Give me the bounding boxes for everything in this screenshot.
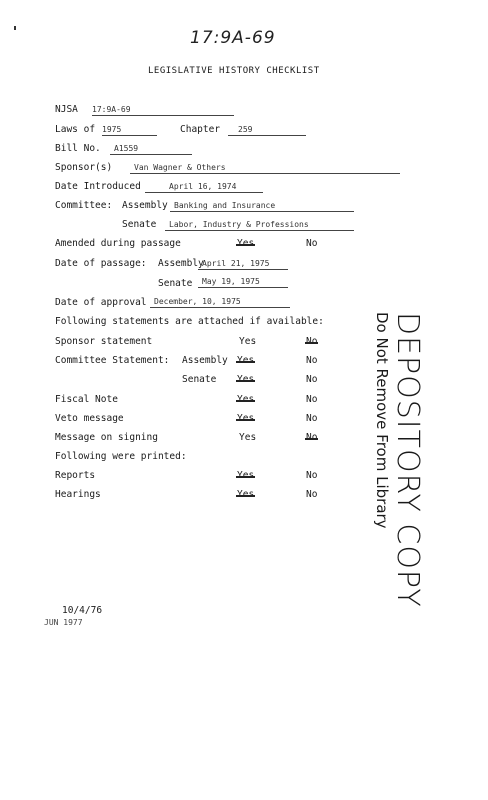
hearings-label: Hearings bbox=[55, 489, 101, 500]
reports-no: No bbox=[306, 470, 318, 481]
passage-senate-line bbox=[198, 276, 288, 288]
message-signing-label: Message on signing bbox=[55, 432, 158, 443]
committee-senate-line bbox=[165, 219, 354, 231]
date-approval-label: Date of approval bbox=[55, 297, 147, 308]
passage-senate-value: May 19, 1975 bbox=[202, 277, 260, 286]
printed-intro: Following were printed: bbox=[55, 451, 187, 462]
committee-statement-senate-no: No bbox=[306, 374, 318, 385]
laws-label: Laws of bbox=[55, 124, 96, 135]
reports-label: Reports bbox=[55, 470, 96, 481]
chapter-label: Chapter bbox=[180, 124, 221, 135]
bill-line bbox=[110, 143, 192, 155]
veto-message-yes: Yes bbox=[237, 413, 255, 424]
committee-statement-senate-label: Senate bbox=[182, 374, 217, 385]
committee-statement-senate-yes: Yes bbox=[237, 374, 255, 385]
stamp-do-not-remove: Do Not Remove From Library bbox=[373, 312, 391, 529]
njsa-label: NJSA bbox=[55, 104, 78, 115]
committee-senate-value: Labor, Industry & Professions bbox=[169, 220, 309, 229]
committee-statement-assembly-label: Assembly bbox=[182, 355, 228, 366]
amended-label: Amended during passage bbox=[55, 238, 181, 249]
date-passage-label: Date of passage: bbox=[55, 258, 147, 269]
message-signing-no: No bbox=[306, 432, 318, 443]
fiscal-note-yes: Yes bbox=[237, 394, 255, 405]
handwritten-number: 17:9A-69 bbox=[190, 28, 276, 48]
sponsor-statement-label: Sponsor statement bbox=[55, 336, 153, 347]
passage-assembly-value: April 21, 1975 bbox=[202, 259, 270, 268]
margin-mark bbox=[14, 26, 16, 30]
njsa-value: 17:9A-69 bbox=[92, 105, 131, 114]
message-signing-yes: Yes bbox=[239, 432, 257, 443]
committee-statement-assembly-yes: Yes bbox=[237, 355, 255, 366]
veto-message-no: No bbox=[306, 413, 318, 424]
sponsor-value: Van Wagner & Others bbox=[134, 163, 226, 172]
sponsor-statement-yes: Yes bbox=[239, 336, 257, 347]
committee-label: Committee: bbox=[55, 200, 113, 211]
bill-value: A1559 bbox=[114, 144, 139, 153]
chapter-value: 259 bbox=[238, 125, 253, 134]
sponsor-line bbox=[130, 162, 400, 174]
amended-yes: Yes bbox=[237, 238, 255, 249]
stamp-depository-copy: DEPOSITORY COPY bbox=[390, 312, 425, 608]
committee-assembly-label: Assembly bbox=[122, 200, 168, 211]
hearings-no: No bbox=[306, 489, 318, 500]
fiscal-note-no: No bbox=[306, 394, 318, 405]
hearings-yes: Yes bbox=[237, 489, 255, 500]
date-approval-line bbox=[150, 296, 290, 308]
committee-statement-label: Committee Statement: bbox=[55, 355, 170, 366]
amended-no: No bbox=[306, 238, 318, 249]
njsa-line bbox=[92, 104, 234, 116]
page-title: LEGISLATIVE HISTORY CHECKLIST bbox=[148, 66, 320, 76]
sponsor-statement-no: No bbox=[306, 336, 318, 347]
date-introduced-label: Date Introduced bbox=[55, 181, 141, 192]
fiscal-note-label: Fiscal Note bbox=[55, 394, 118, 405]
depository-stamp bbox=[373, 312, 465, 608]
date-approval-value: December, 10, 1975 bbox=[154, 297, 241, 306]
date-introduced-value: April 16, 1974 bbox=[169, 182, 237, 191]
passage-assembly-line bbox=[198, 258, 288, 270]
footer-month: JUN 1977 bbox=[44, 618, 83, 627]
committee-statement-assembly-no: No bbox=[306, 355, 318, 366]
laws-value: 1975 bbox=[102, 125, 122, 134]
laws-line bbox=[102, 124, 157, 136]
committee-assembly-line bbox=[170, 200, 354, 212]
veto-message-label: Veto message bbox=[55, 413, 124, 424]
date-introduced-line bbox=[145, 181, 263, 193]
passage-assembly-label: Assembly bbox=[158, 258, 204, 269]
committee-senate-label: Senate bbox=[122, 219, 157, 230]
bill-label: Bill No. bbox=[55, 143, 101, 154]
statements-intro: Following statements are attached if available: bbox=[55, 316, 324, 327]
committee-assembly-value: Banking and Insurance bbox=[174, 201, 276, 210]
reports-yes: Yes bbox=[237, 470, 255, 481]
footer-date: 10/4/76 bbox=[62, 605, 103, 616]
sponsor-label: Sponsor(s) bbox=[55, 162, 113, 173]
chapter-line bbox=[228, 124, 306, 136]
passage-senate-label: Senate bbox=[158, 278, 193, 289]
